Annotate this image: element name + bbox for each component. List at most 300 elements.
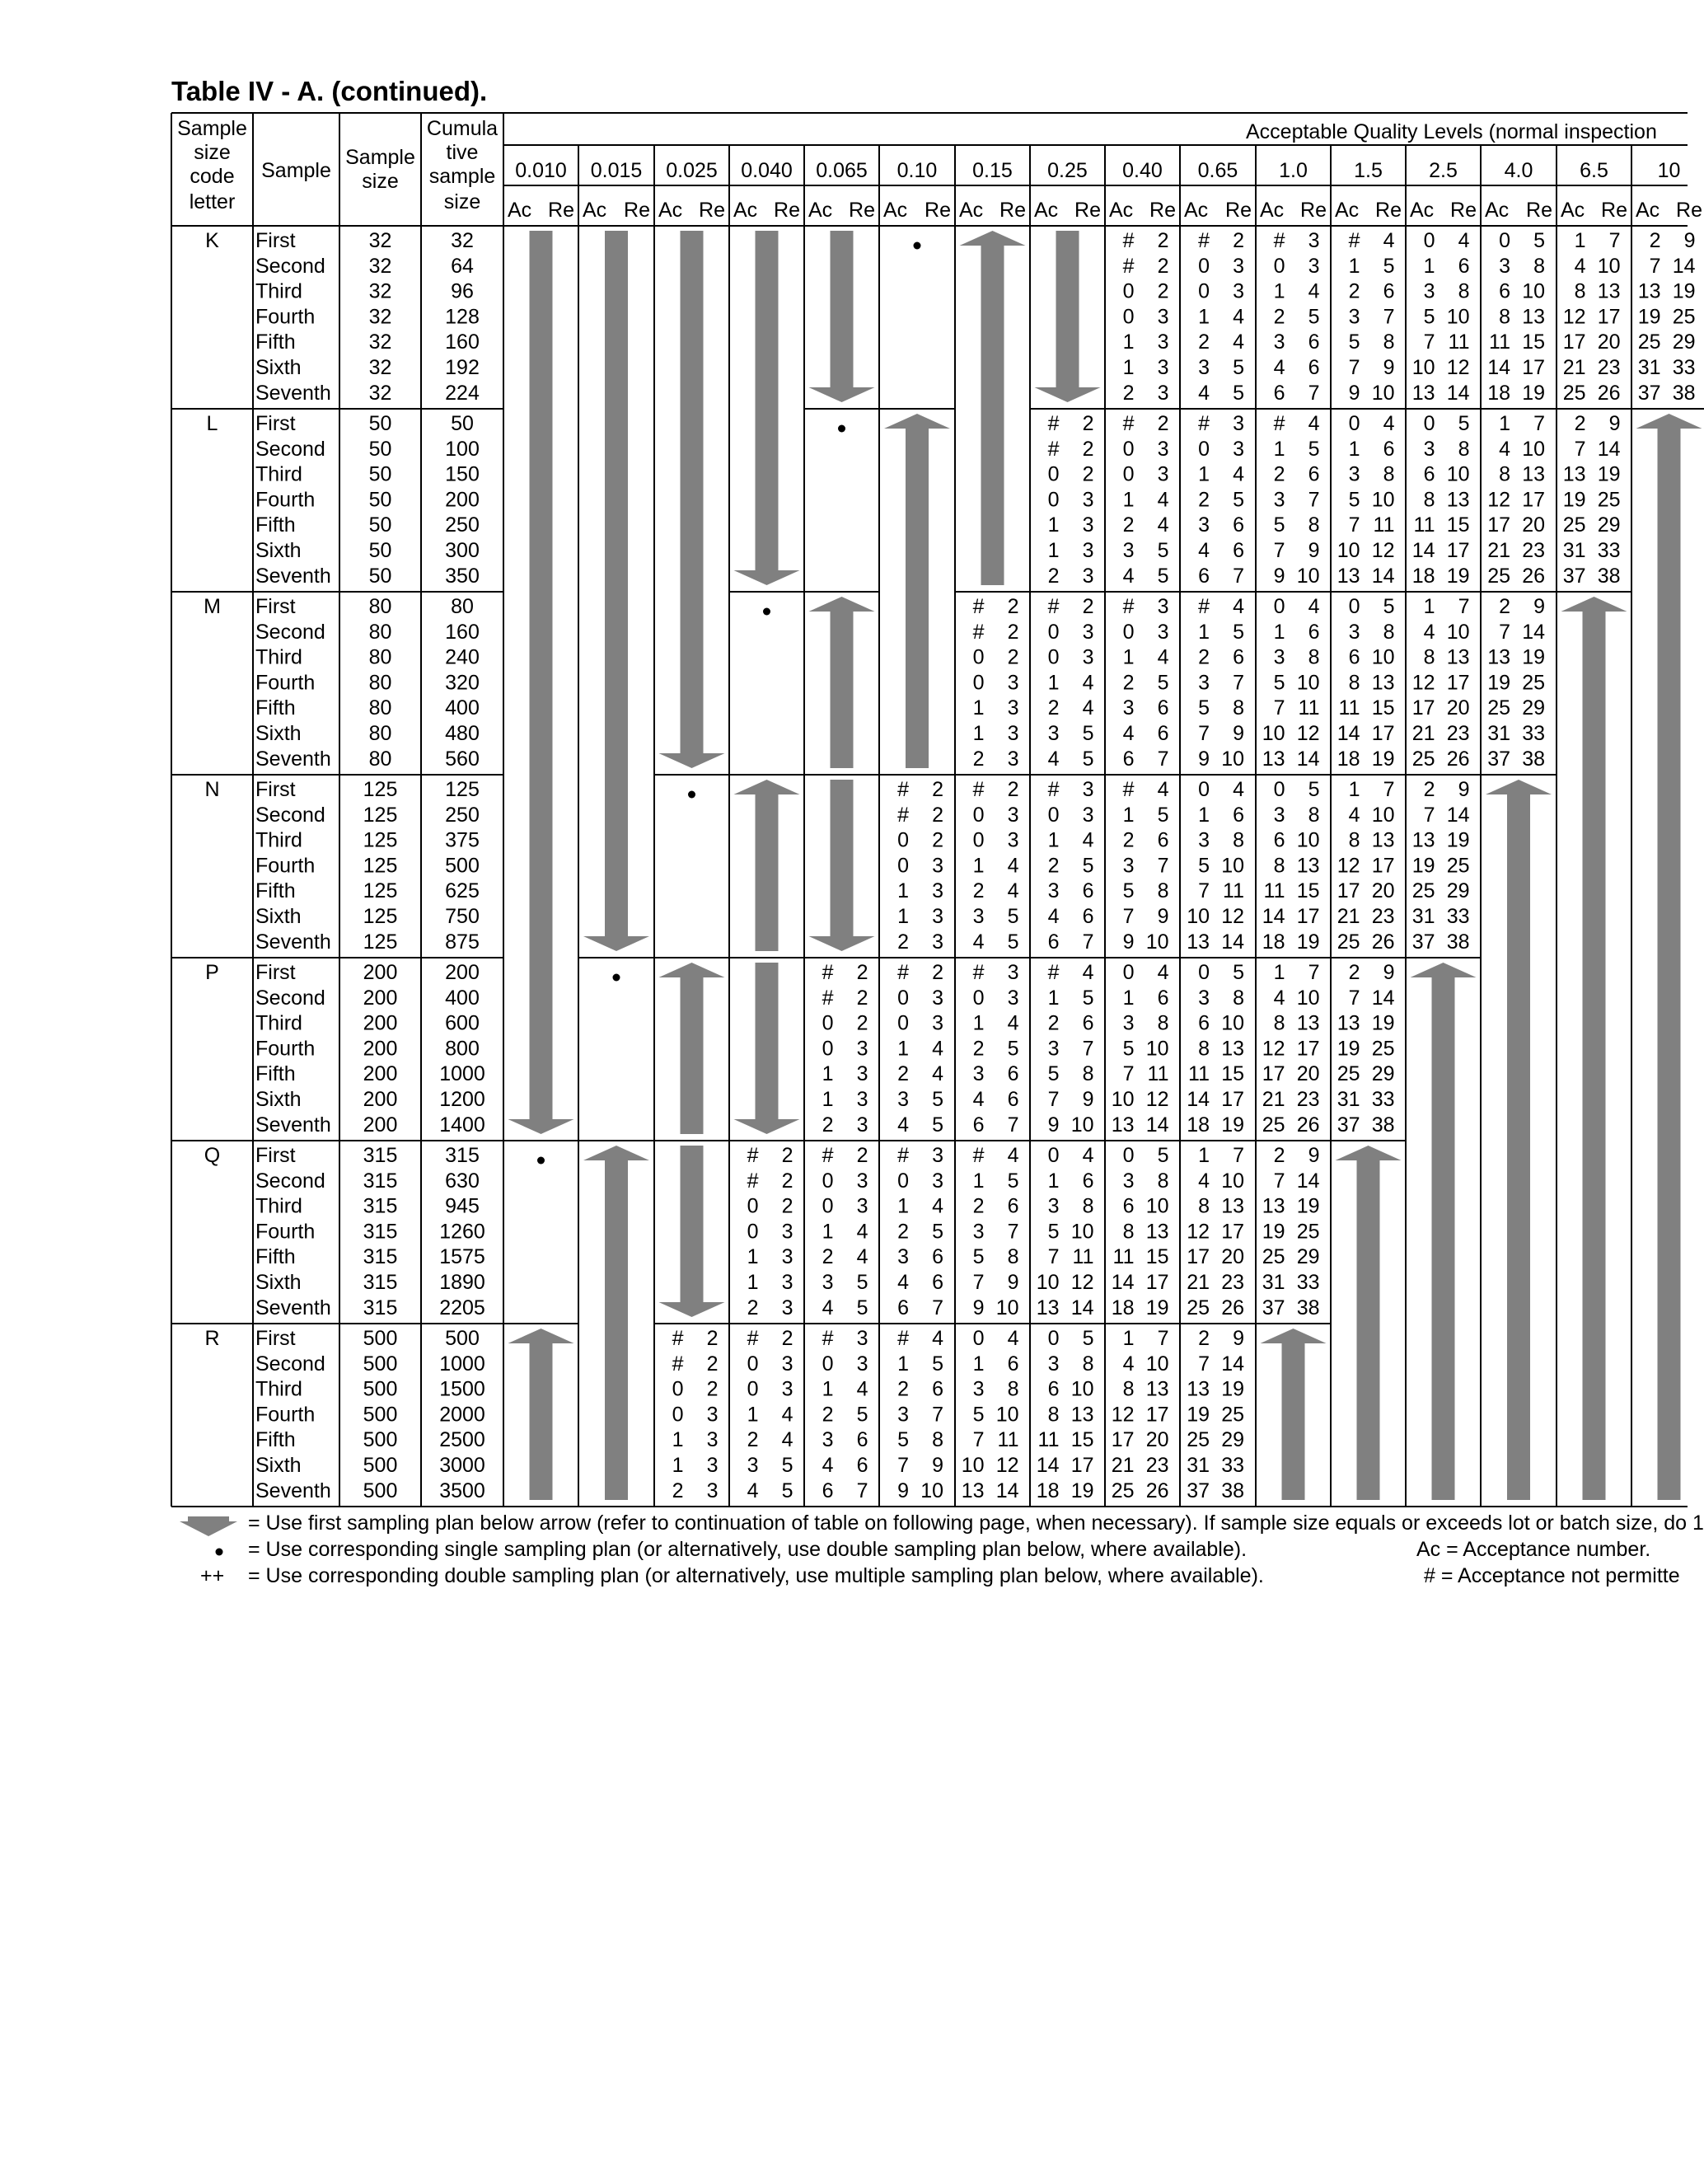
ac-value: 5 — [897, 1428, 909, 1452]
ac-value: 2 — [747, 1428, 759, 1452]
code-letter: Q — [204, 1144, 221, 1167]
re-value: 8 — [1383, 620, 1395, 644]
re-value: 3 — [1233, 437, 1244, 461]
re-value: 11 — [1147, 1062, 1169, 1086]
ac-value: 0 — [1047, 803, 1060, 827]
re-value: 5 — [932, 1352, 943, 1376]
ac-value: 3 — [1273, 488, 1285, 512]
re-value: 10 — [1296, 828, 1320, 852]
re-value: 7 — [1082, 930, 1094, 954]
ac-value: 25 — [1411, 747, 1435, 771]
re-value: 11 — [1298, 696, 1320, 720]
sample-size-cell: 32 — [368, 229, 392, 252]
ac-value: 3 — [1122, 1169, 1135, 1193]
ac-value: 0 — [1348, 412, 1360, 435]
ac-value: 9 — [1122, 930, 1135, 954]
re-value: 6 — [932, 1271, 943, 1294]
ac-value: 3 — [1122, 854, 1135, 878]
re-value: 2 — [856, 1011, 868, 1035]
ac-value: 1 — [897, 1194, 909, 1218]
ac-value: 21 — [1562, 356, 1586, 379]
sample-size-cell: 315 — [363, 1169, 398, 1193]
ac-value: 31 — [1187, 1454, 1210, 1477]
plus-legend-symbol: ++ — [200, 1564, 225, 1587]
re-value: 10 — [995, 1403, 1019, 1427]
sample-name: Fifth — [255, 513, 296, 537]
sample-size-cell: 200 — [363, 1011, 398, 1035]
re-value: 23 — [1371, 905, 1395, 928]
re-value: 10 — [1597, 254, 1621, 278]
ac-value: 3 — [972, 1220, 985, 1244]
hash-definition: # = Acceptance not permitte — [1424, 1564, 1680, 1587]
re-header: Re — [699, 199, 725, 222]
down-arrow — [734, 963, 800, 1134]
ac-value: 13 — [1337, 564, 1360, 588]
re-value: 4 — [1308, 595, 1320, 618]
dot-marker — [914, 242, 921, 250]
ac-value: 0 — [972, 671, 985, 695]
sample-size-cell: 50 — [368, 539, 392, 562]
re-value: 5 — [1308, 305, 1320, 329]
re-value: 5 — [1157, 539, 1169, 562]
cumulative-size-cell: 320 — [445, 671, 480, 695]
re-value: 7 — [1157, 854, 1169, 878]
ac-value: 7 — [1122, 905, 1135, 928]
ac-value: 0 — [1047, 488, 1060, 512]
re-value: 7 — [1383, 305, 1395, 329]
ac-value: 2 — [1649, 229, 1661, 252]
re-value: 17 — [1597, 305, 1621, 329]
re-value: 26 — [1597, 381, 1621, 405]
sample-name: Second — [255, 437, 325, 461]
ac-value: 0 — [822, 1037, 834, 1061]
re-value: 8 — [1383, 330, 1395, 354]
sample-size-cell: 200 — [363, 1088, 398, 1111]
re-header: Re — [774, 199, 800, 222]
ac-value: # — [1122, 229, 1135, 252]
ac-value: 4 — [972, 930, 985, 954]
re-value: 20 — [1522, 513, 1545, 537]
sample-size-cell: 315 — [363, 1271, 398, 1294]
ac-value: 0 — [1122, 437, 1135, 461]
re-value: 8 — [1157, 1169, 1169, 1193]
aql-level: 0.040 — [741, 159, 793, 182]
sample-size-cell: 80 — [368, 671, 392, 695]
sample-name: Fourth — [255, 488, 316, 512]
re-value: 26 — [1296, 1113, 1320, 1137]
re-value: 17 — [1221, 1220, 1244, 1244]
aql-level: 0.25 — [1047, 159, 1088, 182]
re-value: 20 — [1371, 879, 1395, 903]
ac-value: # — [972, 778, 985, 801]
ac-value: 3 — [1273, 330, 1285, 354]
ac-value: 19 — [1487, 671, 1510, 695]
aql-level: 0.065 — [816, 159, 868, 182]
sample-size-cell: 50 — [368, 564, 392, 588]
ac-value: 0 — [1423, 412, 1435, 435]
re-value: 3 — [1007, 747, 1019, 771]
sample-size-cell: 200 — [363, 986, 398, 1010]
ac-value: 8 — [1273, 1011, 1285, 1035]
down-arrow — [583, 231, 649, 951]
header-cumulative: size — [443, 190, 481, 213]
ac-value: # — [1047, 595, 1060, 618]
ac-value: # — [1122, 254, 1135, 278]
re-value: 2 — [781, 1169, 793, 1193]
re-value: 4 — [932, 1037, 943, 1061]
re-value: 3 — [1082, 488, 1094, 512]
ac-value: 8 — [1423, 488, 1435, 512]
sample-name: Sixth — [255, 1271, 302, 1294]
aql-level: 0.10 — [896, 159, 938, 182]
sample-name: Fifth — [255, 330, 296, 354]
ac-value: 12 — [1337, 854, 1360, 878]
ac-value: 3 — [747, 1454, 759, 1477]
re-value: 6 — [1308, 330, 1320, 354]
ac-value: 0 — [1198, 254, 1210, 278]
ac-value: 11 — [1112, 1245, 1135, 1269]
ac-value: 1 — [822, 1062, 834, 1086]
ac-value: 1 — [1047, 513, 1060, 537]
ac-value: 13 — [1187, 930, 1210, 954]
ac-value: 13 — [1411, 381, 1435, 405]
header-cumulative: sample — [428, 165, 496, 188]
ac-value: # — [672, 1352, 684, 1376]
re-header: Re — [548, 199, 574, 222]
re-value: 25 — [1371, 1037, 1395, 1061]
cumulative-size-cell: 32 — [451, 229, 474, 252]
re-value: 29 — [1221, 1428, 1244, 1452]
re-value: 12 — [995, 1454, 1019, 1477]
re-value: 5 — [1157, 1144, 1169, 1167]
ac-value: 25 — [1262, 1113, 1285, 1137]
cumulative-size-cell: 128 — [445, 305, 480, 329]
ac-value: 1 — [747, 1271, 759, 1294]
ac-value: 9 — [1348, 381, 1360, 405]
ac-value: 3 — [1198, 671, 1210, 695]
sample-name: Third — [255, 828, 302, 852]
re-value: 12 — [1446, 356, 1470, 379]
ac-value: 8 — [1423, 645, 1435, 669]
ac-value: 0 — [1122, 462, 1135, 486]
ac-value: 0 — [897, 986, 909, 1010]
ac-value: 7 — [1047, 1245, 1060, 1269]
ac-value: 2 — [672, 1479, 684, 1502]
re-value: 4 — [1157, 645, 1169, 669]
re-header: Re — [1676, 199, 1702, 222]
ac-value: 1 — [1047, 671, 1060, 695]
re-value: 2 — [781, 1327, 793, 1350]
re-value: 8 — [1082, 1352, 1094, 1376]
ac-value: # — [747, 1169, 759, 1193]
ac-value: 1 — [1348, 254, 1360, 278]
ac-value: 25 — [1562, 381, 1586, 405]
re-value: 2 — [932, 778, 943, 801]
ac-value: 19 — [1262, 1220, 1285, 1244]
re-value: 3 — [1007, 671, 1019, 695]
re-value: 8 — [1082, 1194, 1094, 1218]
re-value: 6 — [856, 1454, 868, 1477]
aql-level: 0.015 — [590, 159, 643, 182]
ac-header: Ac — [1034, 199, 1059, 222]
re-value: 38 — [1446, 930, 1470, 954]
code-letter: L — [206, 412, 218, 435]
up-arrow — [1636, 414, 1702, 1500]
header-sample-size: Sample — [345, 146, 415, 169]
re-value: 6 — [1082, 1011, 1094, 1035]
re-value: 3 — [1007, 828, 1019, 852]
ac-value: 2 — [897, 930, 909, 954]
cumulative-size-cell: 560 — [445, 747, 480, 771]
re-value: 9 — [1308, 1144, 1320, 1167]
re-value: 17 — [1145, 1271, 1169, 1294]
ac-value: 21 — [1337, 905, 1360, 928]
re-value: 13 — [1221, 1194, 1244, 1218]
sample-size-cell: 80 — [368, 696, 392, 720]
ac-value: 7 — [1574, 437, 1586, 461]
re-value: 6 — [1082, 879, 1094, 903]
re-value: 5 — [1233, 356, 1244, 379]
re-value: 12 — [1371, 539, 1395, 562]
ac-value: 2 — [747, 1296, 759, 1319]
re-value: 9 — [1383, 961, 1395, 984]
re-value: 3 — [1308, 229, 1320, 252]
re-header: Re — [1601, 199, 1627, 222]
down-arrow — [508, 231, 574, 1134]
re-value: 17 — [1522, 356, 1545, 379]
sample-name: Fourth — [255, 1220, 316, 1244]
ac-value: 0 — [747, 1220, 759, 1244]
cumulative-size-cell: 800 — [445, 1037, 480, 1061]
ac-value: 2 — [897, 1220, 909, 1244]
re-value: 3 — [1233, 254, 1244, 278]
re-value: 6 — [1082, 905, 1094, 928]
re-value: 8 — [1007, 1245, 1019, 1269]
ac-value: # — [972, 1144, 985, 1167]
ac-value: 13 — [1487, 645, 1510, 669]
re-value: 14 — [1221, 930, 1244, 954]
ac-value: 18 — [1487, 381, 1510, 405]
sample-size-cell: 125 — [363, 854, 398, 878]
sample-name: Second — [255, 620, 325, 644]
ac-value: 4 — [747, 1479, 759, 1502]
sample-size-cell: 80 — [368, 722, 392, 745]
re-value: 6 — [932, 1377, 943, 1401]
re-value: 9 — [1082, 1088, 1094, 1111]
re-value: 6 — [1383, 279, 1395, 303]
ac-value: 2 — [1198, 1327, 1210, 1350]
down-arrow — [809, 780, 875, 951]
header-code-letter: letter — [189, 190, 236, 213]
sample-name: Fourth — [255, 1037, 316, 1061]
re-value: 2 — [1007, 645, 1019, 669]
cumulative-size-cell: 160 — [445, 620, 480, 644]
re-value: 3 — [1082, 645, 1094, 669]
re-value: 4 — [1007, 879, 1019, 903]
re-value: 4 — [1082, 961, 1094, 984]
cumulative-size-cell: 160 — [445, 330, 480, 354]
re-value: 13 — [1296, 1011, 1320, 1035]
ac-value: 37 — [1562, 564, 1586, 588]
ac-value: 0 — [747, 1377, 759, 1401]
re-value: 38 — [1522, 747, 1545, 771]
re-value: 5 — [1157, 671, 1169, 695]
ac-value: 0 — [1273, 595, 1285, 618]
re-value: 33 — [1446, 905, 1470, 928]
re-value: 6 — [1233, 645, 1244, 669]
cumulative-size-cell: 224 — [445, 381, 480, 405]
ac-value: # — [972, 961, 985, 984]
up-arrow — [583, 1146, 649, 1500]
ac-value: 1 — [1122, 488, 1135, 512]
sample-name: Second — [255, 1169, 325, 1193]
re-value: 3 — [1157, 381, 1169, 405]
re-value: 4 — [1233, 330, 1244, 354]
aql-level: 0.010 — [515, 159, 567, 182]
up-arrow — [1486, 780, 1552, 1500]
re-value: 9 — [1683, 229, 1696, 252]
ac-value: 13 — [1637, 279, 1661, 303]
re-value: 26 — [1145, 1479, 1169, 1502]
ac-value: 5 — [1348, 488, 1360, 512]
re-value: 14 — [1597, 437, 1621, 461]
ac-value: 25 — [1337, 1062, 1360, 1086]
ac-value: 14 — [1487, 356, 1510, 379]
sample-size-cell: 200 — [363, 961, 398, 984]
ac-value: 10 — [1337, 539, 1360, 562]
ac-value: 37 — [1487, 747, 1510, 771]
ac-value: 5 — [1047, 1062, 1060, 1086]
re-value: 23 — [1145, 1454, 1169, 1477]
ac-value: 0 — [1198, 437, 1210, 461]
ac-value: 1 — [897, 879, 909, 903]
ac-value: 25 — [1262, 1245, 1285, 1269]
re-value: 10 — [1296, 564, 1320, 588]
dot-marker — [763, 608, 770, 616]
down-arrow — [809, 231, 875, 402]
sample-size-cell: 125 — [363, 879, 398, 903]
ac-value: 18 — [1411, 564, 1435, 588]
re-value: 3 — [932, 1169, 943, 1193]
ac-value: 8 — [1348, 671, 1360, 695]
ac-value: 2 — [1122, 381, 1135, 405]
re-value: 19 — [1597, 462, 1621, 486]
ac-value: 2 — [1348, 961, 1360, 984]
re-value: 5 — [1233, 961, 1244, 984]
re-value: 8 — [1233, 986, 1244, 1010]
ac-header: Ac — [1260, 199, 1285, 222]
re-value: 3 — [1007, 961, 1019, 984]
dot-marker — [613, 974, 620, 982]
ac-value: 10 — [1187, 905, 1210, 928]
re-value: 4 — [1082, 828, 1094, 852]
re-value: 33 — [1296, 1271, 1320, 1294]
re-value: 7 — [1608, 229, 1621, 252]
re-value: 20 — [1145, 1428, 1169, 1452]
ac-value: 7 — [1348, 513, 1360, 537]
cumulative-size-cell: 400 — [445, 696, 480, 720]
aql-level: 1.0 — [1279, 159, 1308, 182]
re-value: 14 — [1296, 1169, 1320, 1193]
re-value: 6 — [1007, 1088, 1019, 1111]
ac-value: 4 — [1122, 1352, 1135, 1376]
ac-value: 3 — [1423, 279, 1435, 303]
ac-value: # — [1047, 961, 1060, 984]
re-value: 2 — [1157, 254, 1169, 278]
ac-value: 10 — [1262, 722, 1285, 745]
re-value: 10 — [1296, 986, 1320, 1010]
ac-value: 0 — [1047, 1144, 1060, 1167]
re-value: 19 — [1296, 930, 1320, 954]
re-value: 12 — [1145, 1088, 1169, 1111]
re-value: 38 — [1221, 1479, 1244, 1502]
re-value: 12 — [1221, 905, 1244, 928]
ac-header: Ac — [883, 199, 908, 222]
ac-value: 3 — [822, 1428, 834, 1452]
re-value: 6 — [1007, 1062, 1019, 1086]
re-value: 2 — [932, 803, 943, 827]
sample-name: First — [255, 961, 296, 984]
ac-value: 0 — [1122, 1144, 1135, 1167]
re-value: 5 — [856, 1271, 868, 1294]
re-value: 8 — [1458, 437, 1470, 461]
ac-value: # — [822, 1327, 834, 1350]
re-value: 19 — [1371, 1011, 1395, 1035]
re-value: 4 — [1007, 1011, 1019, 1035]
re-value: 33 — [1221, 1454, 1244, 1477]
header-sample: Sample — [261, 159, 331, 182]
cumulative-size-cell: 875 — [445, 930, 480, 954]
re-value: 14 — [995, 1479, 1019, 1502]
re-value: 3 — [1157, 305, 1169, 329]
re-value: 10 — [995, 1296, 1019, 1319]
re-value: 3 — [1157, 462, 1169, 486]
re-value: 4 — [1458, 229, 1470, 252]
ac-value: # — [747, 1144, 759, 1167]
ac-value: 1 — [747, 1403, 759, 1427]
cumulative-size-cell: 64 — [451, 254, 474, 278]
ac-value: 6 — [972, 1113, 985, 1137]
ac-value: 3 — [822, 1271, 834, 1294]
ac-value: 21 — [1262, 1088, 1285, 1111]
re-value: 3 — [1082, 803, 1094, 827]
re-value: 3 — [1082, 620, 1094, 644]
ac-value: 19 — [1562, 488, 1586, 512]
ac-value: 3 — [1047, 722, 1060, 745]
ac-value: 1 — [1273, 620, 1285, 644]
re-value: 4 — [1308, 412, 1320, 435]
re-value: 4 — [1383, 412, 1395, 435]
re-value: 14 — [1446, 381, 1470, 405]
ac-value: 0 — [1122, 305, 1135, 329]
header-cumulative: tive — [446, 141, 479, 164]
ac-value: 3 — [1273, 803, 1285, 827]
dot-marker — [537, 1157, 545, 1165]
re-value: 38 — [1672, 381, 1696, 405]
cumulative-size-cell: 96 — [451, 279, 474, 303]
ac-value: 0 — [1122, 279, 1135, 303]
re-value: 10 — [1145, 1194, 1169, 1218]
ac-value: 1 — [1122, 1327, 1135, 1350]
ac-value: 5 — [1198, 854, 1210, 878]
ac-value: 14 — [1111, 1271, 1135, 1294]
cumulative-size-cell: 1400 — [439, 1113, 485, 1137]
ac-value: 0 — [1348, 595, 1360, 618]
aql-level: 0.65 — [1197, 159, 1238, 182]
re-value: 10 — [1371, 803, 1395, 827]
re-value: 15 — [1296, 879, 1320, 903]
re-value: 17 — [1446, 671, 1470, 695]
